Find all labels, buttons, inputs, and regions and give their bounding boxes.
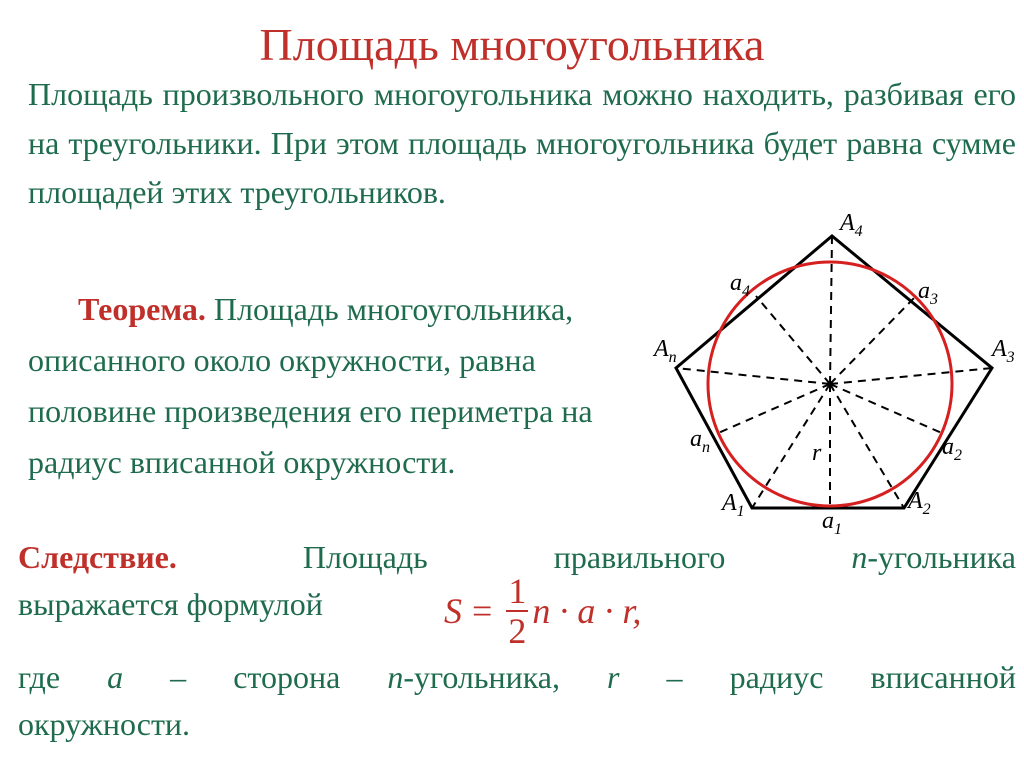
side-label-an: $a_n$ (690, 426, 710, 456)
vertex-label-a4: $A_4$ (840, 210, 863, 240)
formula-fraction (506, 572, 528, 650)
vertex-label-a2: $A_2$ (908, 488, 931, 518)
pentagon-diagram (640, 200, 1020, 540)
side-label-a4: $a_4$ (730, 270, 750, 300)
vertex-label-a1: $A_1$ (722, 490, 745, 520)
area-formula (444, 566, 641, 656)
corollary-word-3: n-угольника (851, 539, 1016, 575)
dashed-radii (676, 236, 992, 508)
corollary-label: Следствие. (18, 539, 177, 575)
theorem-block (28, 284, 628, 488)
formula-rhs: n · a · r, (532, 591, 642, 631)
formula-lhs: S (444, 591, 462, 631)
theorem-label: Теорема. (78, 291, 206, 327)
fraction-denominator: 2 (508, 611, 527, 651)
side-label-a1: $a_1$ (822, 508, 842, 538)
where-line2: окружности. (18, 706, 191, 742)
page-title: Площадь многоугольника (259, 19, 765, 70)
corollary-line2: выражается формулой (18, 586, 323, 622)
where-line1: где a – сторона n-угольника, r – радиус вписанной (18, 659, 1017, 695)
theorem-text: Площадь многоугольника, описанного около окружности, равна половине произведения его периметра на радиус вписанной окружности. (28, 291, 593, 480)
corollary-word-1: Площадь (302, 539, 428, 575)
formula-equals: = (472, 591, 493, 631)
vertex-label-a3: $A_3$ (992, 336, 1015, 366)
radius-label: r (812, 440, 822, 466)
intro-paragraph: Площадь произвольного многоугольника можно находить, разбивая его на треугольники. При этом площадь многоугольника будет равна сумме площадей этих треугольников. (28, 76, 1016, 210)
where-paragraph (18, 654, 1016, 748)
vertex-label-an: $A_n$ (654, 336, 677, 366)
center-point (827, 381, 833, 387)
side-label-a2: $a_2$ (942, 434, 962, 464)
corollary-word-2: правильного (553, 539, 726, 575)
side-label-a3: $a_3$ (918, 278, 938, 308)
fraction-numerator: 1 (508, 571, 527, 611)
